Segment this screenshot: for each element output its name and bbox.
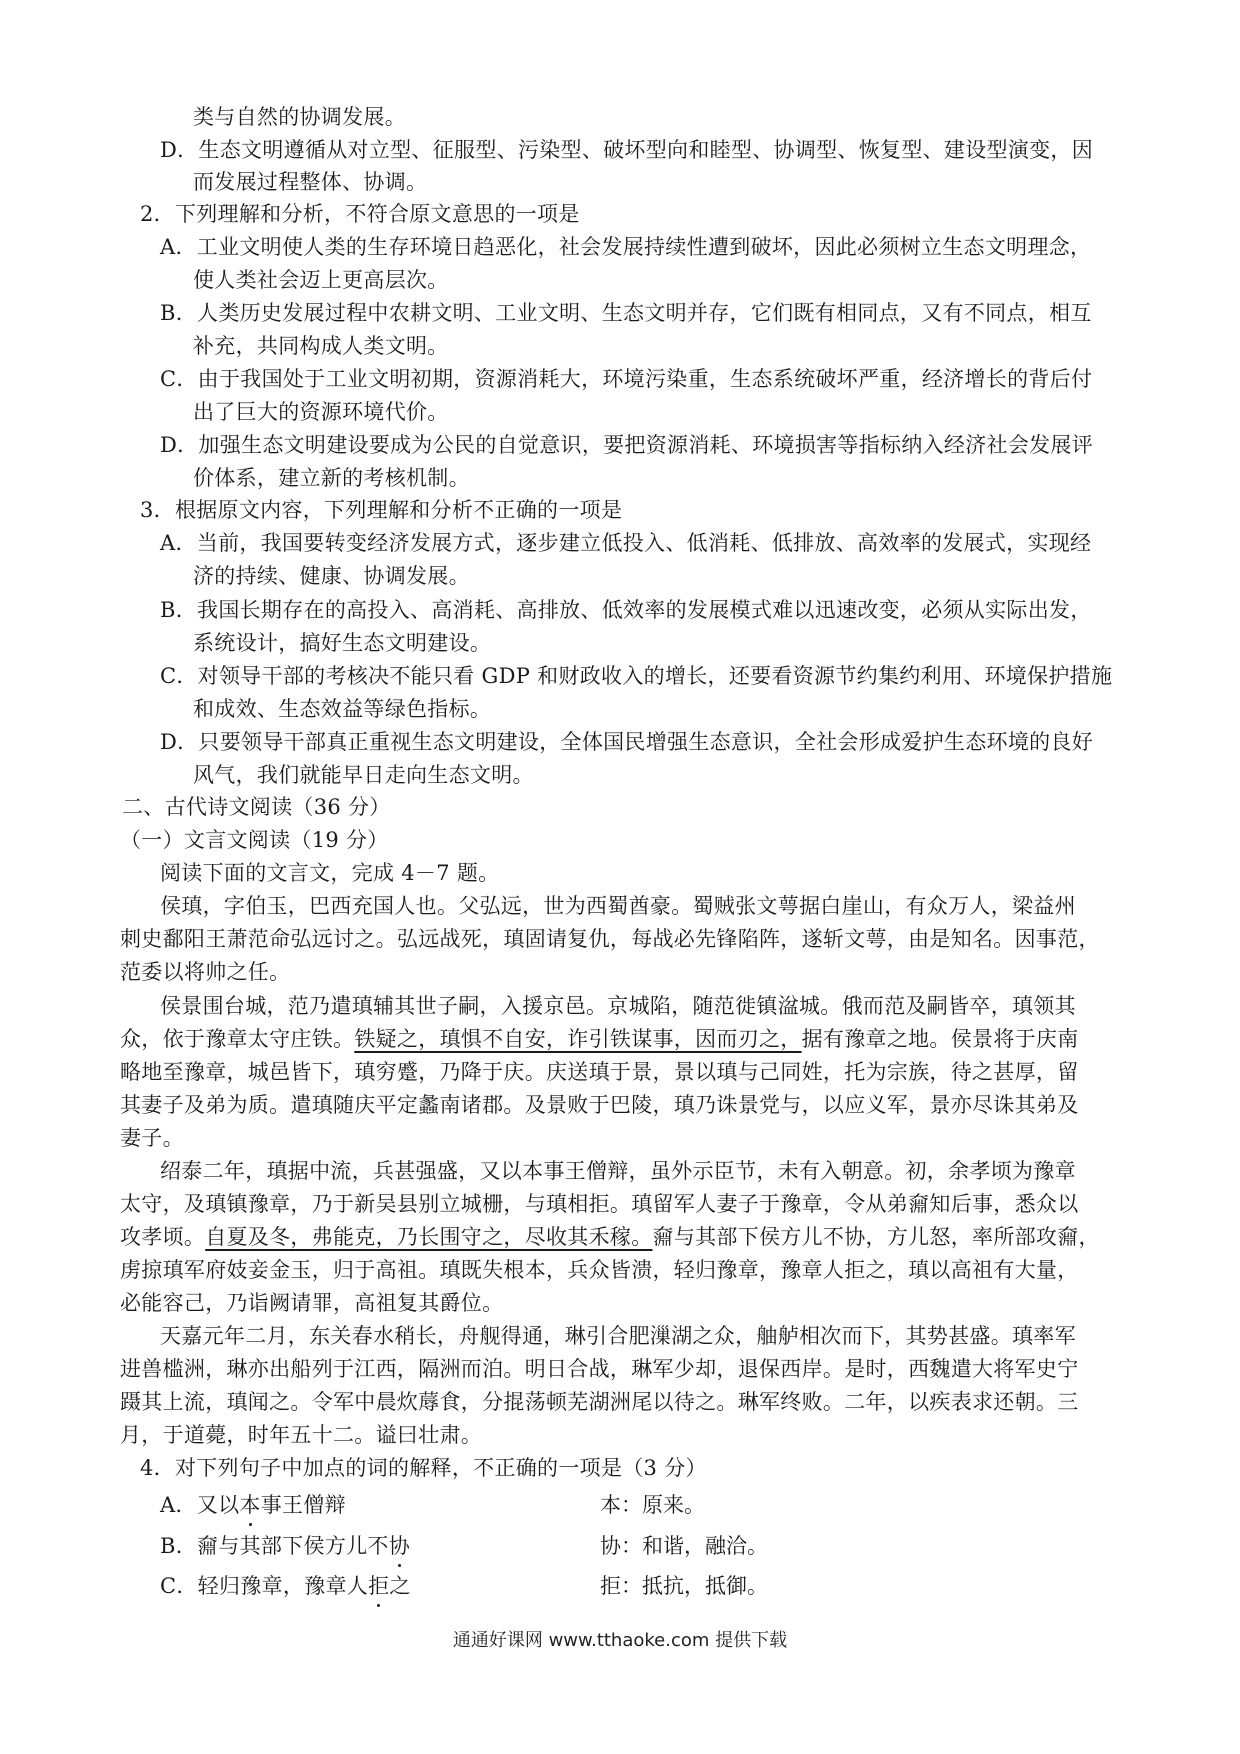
q3-option-d-continuation: 风气，我们就能早日走向生态文明。 — [193, 763, 534, 787]
q3-option-b-continuation: 系统设计，搞好生态文明建设。 — [193, 631, 492, 655]
q4-option-a — [160, 1489, 346, 1521]
passage-line: 绍泰二年，瑱据中流，兵甚强盛，又以本事王僧辩，虽外示臣节，未有入朝意。初，余孝顷为豫章 — [160, 1159, 1076, 1183]
page-footer: 通通好课网 www.tthaoke.com 提供下载 — [452, 1630, 788, 1651]
q2-option-a: A．工业文明使人类的生存环境日趋恶化，社会发展持续性遭到破坏，因此必须树立生态文明理念， — [160, 235, 1092, 259]
q2-option-a-continuation: 使人类社会迈上更高层次。 — [193, 268, 449, 292]
q1-option-c-continuation: 类与自然的协调发展。 — [193, 105, 406, 129]
passage-line: 刺史鄱阳王萧范命弘远讨之。弘远战死，瑱固请复仇，每战必先锋陷阵，遂斩文萼，由是知名。因事范， — [120, 927, 1100, 951]
option-text: 事王僧辩 — [260, 1493, 346, 1517]
q2-option-c: C．由于我国处于工业文明初期，资源消耗大，环境污染重，生态系统破坏严重，经济增长的背后付 — [160, 367, 1093, 391]
subsection-heading: （一）文言文阅读（19 分） — [120, 828, 389, 852]
q2-option-d: D．加强生态文明建设要成为公民的自觉意识，要把资源消耗、环境损害等指标纳入经济社会发展评 — [160, 433, 1094, 457]
q2-option-c-continuation: 出了巨大的资源环境代价。 — [193, 400, 449, 424]
passage-line: 太守，及瑱镇豫章，乃于新吴县别立城栅，与瑱相拒。瑱留军人妻子于豫章，令从弟奫知后事，悉众以 — [120, 1192, 1079, 1216]
q4-option-c-definition: 拒：抵抗，抵御。 — [600, 1574, 768, 1598]
dotted-word: 拒 — [368, 1570, 389, 1602]
q3-option-d: D．只要领导干部真正重视生态文明建设，全体国民增强生态意识，全社会形成爱护生态环境的良好 — [160, 730, 1094, 754]
option-text: 之 — [389, 1574, 411, 1598]
underlined-sentence: 自夏及冬，弗能克，乃长围守之，尽收其禾稼。 — [205, 1225, 653, 1249]
q4-option-b-definition: 协：和谐，融洽。 — [600, 1534, 768, 1558]
passage-line: 月，于道薨，时年五十二。谥曰壮肃。 — [120, 1423, 483, 1447]
section-heading: 二、古代诗文阅读（36 分） — [122, 795, 391, 819]
dotted-word: 本 — [239, 1489, 260, 1521]
passage-line — [120, 1221, 1100, 1253]
passage-line: 必能容己，乃诣阙请罪，高祖复其爵位。 — [120, 1291, 504, 1315]
option-text: A．又以 — [160, 1493, 240, 1517]
q4-stem: 4．对下列句子中加点的词的解释，不正确的一项是（3 分） — [140, 1456, 707, 1480]
q4-option-a-definition: 本：原来。 — [600, 1493, 705, 1517]
dotted-word: 协 — [389, 1530, 410, 1562]
q3-option-b: B．我国长期存在的高投入、高消耗、高排放、低效率的发展模式难以迅速改变，必须从实际出发， — [160, 598, 1092, 622]
passage-text: 众，依于豫章太守庄铁。 — [120, 1027, 355, 1051]
passage-text: 据有豫章之地。侯景将于庆南 — [801, 1027, 1079, 1051]
passage-line: 蹑其上流，瑱闻之。令军中晨炊蓐食，分掍荡顿芜湖洲尾以待之。琳军终败。二年，以疾表求还朝。三 — [120, 1390, 1079, 1414]
q1-option-d: D．生态文明遵循从对立型、征服型、污染型、破坏型向和睦型、协调型、恢复型、建设型演变，因 — [160, 138, 1094, 162]
q3-option-c-continuation: 和成效、生态效益等绿色指标。 — [193, 697, 492, 721]
option-text: C．轻归豫章，豫章人 — [160, 1574, 369, 1598]
q2-option-b-continuation: 补充，共同构成人类文明。 — [193, 334, 449, 358]
passage-line: 天嘉元年二月，东关春水稍长，舟舰得通，琳引合肥漅湖之众，舳舻相次而下，其势甚盛。瑱率军 — [160, 1324, 1076, 1348]
passage-line: 虏掠瑱军府妓妾金玉，归于高祖。瑱既失根本，兵众皆溃，轻归豫章，豫章人拒之，瑱以高祖有大量， — [120, 1258, 1079, 1282]
passage-text: 攻孝顷。 — [120, 1225, 206, 1249]
q3-option-a: A．当前，我国要转变经济发展方式，逐步建立低投入、低消耗、低排放、高效率的发展式，实现经 — [160, 531, 1092, 555]
passage-line: 侯瑱，字伯玉，巴西充国人也。父弘远，世为西蜀酋豪。蜀贼张文萼据白崖山，有众万人，梁益州 — [160, 894, 1076, 918]
q3-option-c: C．对领导干部的考核决不能只看 GDP 和财政收入的增长，还要看资源节约集约利用、环境保护措施 — [160, 664, 1113, 688]
option-text: B．奫与其部下侯方儿不 — [160, 1534, 389, 1558]
passage-line: 范委以将帅之任。 — [120, 960, 291, 984]
q4-option-b — [160, 1530, 410, 1562]
underlined-sentence: 铁疑之，瑱惧不自安，诈引铁谋事，因而刃之， — [354, 1027, 802, 1051]
passage-line: 略地至豫章，城邑皆下，瑱穷蹙，乃降于庆。庆送瑱于景，景以瑱与己同姓，托为宗族，待之甚厚，留 — [120, 1060, 1079, 1084]
q3-option-a-continuation: 济的持续、健康、协调发展。 — [193, 564, 470, 588]
q2-option-d-continuation: 价体系，建立新的考核机制。 — [193, 466, 470, 490]
q2-stem: 2．下列理解和分析，不符合原文意思的一项是 — [140, 202, 580, 226]
passage-text: 奫与其部下侯方儿不协，方儿怒，率所部攻奫， — [652, 1225, 1100, 1249]
q2-option-b: B．人类历史发展过程中农耕文明、工业文明、生态文明并存，它们既有相同点，又有不同点，相互 — [160, 301, 1092, 325]
reading-instruction: 阅读下面的文言文，完成 4－7 题。 — [160, 861, 500, 885]
passage-line: 妻子。 — [120, 1126, 184, 1150]
passage-line: 进兽槛洲，琳亦出船列于江西，隔洲而泊。明日合战，琳军少却，退保西岸。是时，西魏遣大将军史宁 — [120, 1357, 1079, 1381]
passage-line: 其妻子及弟为质。遣瑱随庆平定蠡南诸郡。及景败于巴陵，瑱乃诛景党与，以应义军，景亦尽诛其弟及 — [120, 1093, 1079, 1117]
passage-line: 侯景围台城，范乃遣瑱辅其世子嗣，入援京邑。京城陷，随范徙镇湓城。俄而范及嗣皆卒，瑱领其 — [160, 994, 1076, 1018]
passage-line — [120, 1023, 1079, 1055]
q3-stem: 3．根据原文内容，下列理解和分析不正确的一项是 — [140, 498, 623, 522]
q1-option-d-continuation: 而发展过程整体、协调。 — [193, 170, 428, 194]
q4-option-c — [160, 1570, 411, 1602]
